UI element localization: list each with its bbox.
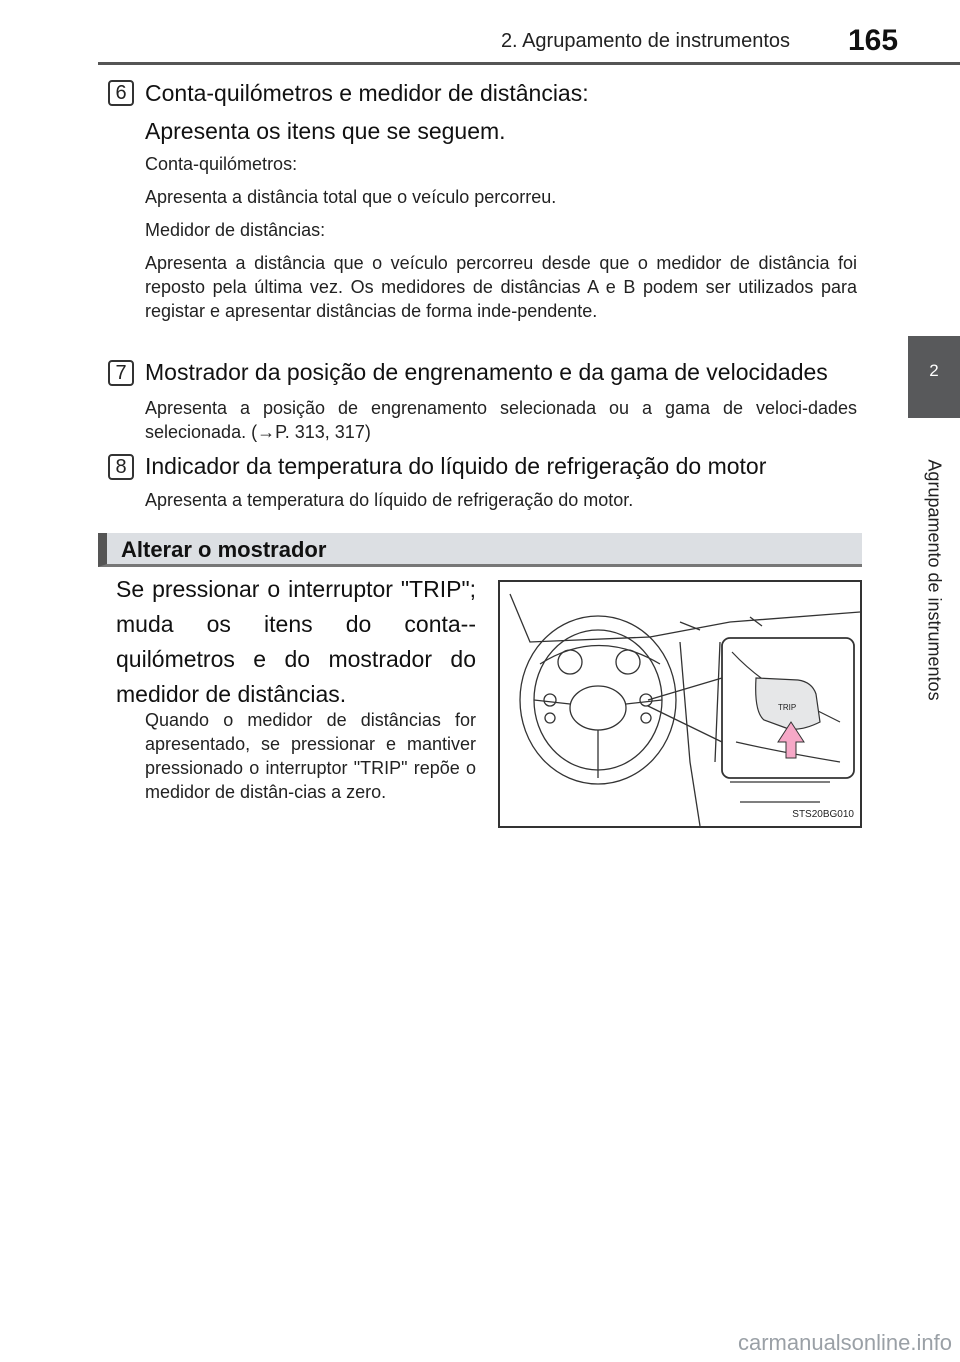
item-subheading: Apresenta os itens que se seguem. (145, 118, 506, 144)
item-paragraph: Apresenta a distância que o veículo percorreu desde que o medidor de distância foi reposto pela última vez. Os medidores de distâncias A e B podem ser utilizados para registar e apresentar distâncias de forma inde-pendente. (145, 253, 857, 321)
item-number-icon: 6 (108, 80, 134, 106)
header-section-title: 2. Agrupamento de instrumentos (500, 30, 790, 52)
dashboard-drawing (500, 582, 860, 826)
chapter-tab (908, 336, 960, 418)
section-main-text: Se pressionar o interruptor "TRIP"; muda os itens do conta--quilómetros e do mostrador do medidor de distâncias. (116, 576, 476, 707)
chapter-tab-label: Agrupamento de instrumentos (924, 459, 945, 701)
section-note-text: Quando o medidor de distâncias for apresentado, se pressionar e mantiver pressionado o interruptor "TRIP" repõe o medidor de distân-cias a zero. (145, 710, 476, 802)
watermark: carmanualsonline.info (737, 1330, 952, 1355)
section-header (98, 533, 862, 567)
item-number-icon: 7 (108, 360, 134, 386)
item-paragraph: Apresenta a temperatura do líquido de refrigeração do motor. (145, 490, 634, 510)
chapter-number: 2 (929, 361, 939, 380)
item-heading: Conta-quilómetros e medidor de distâncias: (145, 80, 589, 106)
item-number-icon: 8 (108, 454, 134, 480)
trip-button-label: TRIP (778, 703, 797, 712)
section-title: Alterar o mostrador (121, 537, 327, 562)
figure-code: STS20BG010 (792, 809, 854, 820)
item-heading: Mostrador da posição de engrenamento e da gama de velocidades (145, 359, 828, 385)
trip-switch-illustration (498, 580, 862, 828)
item-paragraph: Conta-quilómetros: (145, 154, 298, 174)
item-heading: Indicador da temperatura do líquido de refrigeração do motor (145, 453, 767, 479)
page-number: 165 (848, 24, 899, 57)
item-paragraph: Medidor de distâncias: (145, 220, 326, 240)
item-paragraph: Apresenta a distância total que o veículo percorreu. (145, 187, 557, 207)
item-paragraph: Apresenta a posição de engrenamento selecionada ou a gama de veloci-dades selecionada. (→P. 313, 317) (145, 398, 857, 442)
header-divider (98, 62, 960, 65)
